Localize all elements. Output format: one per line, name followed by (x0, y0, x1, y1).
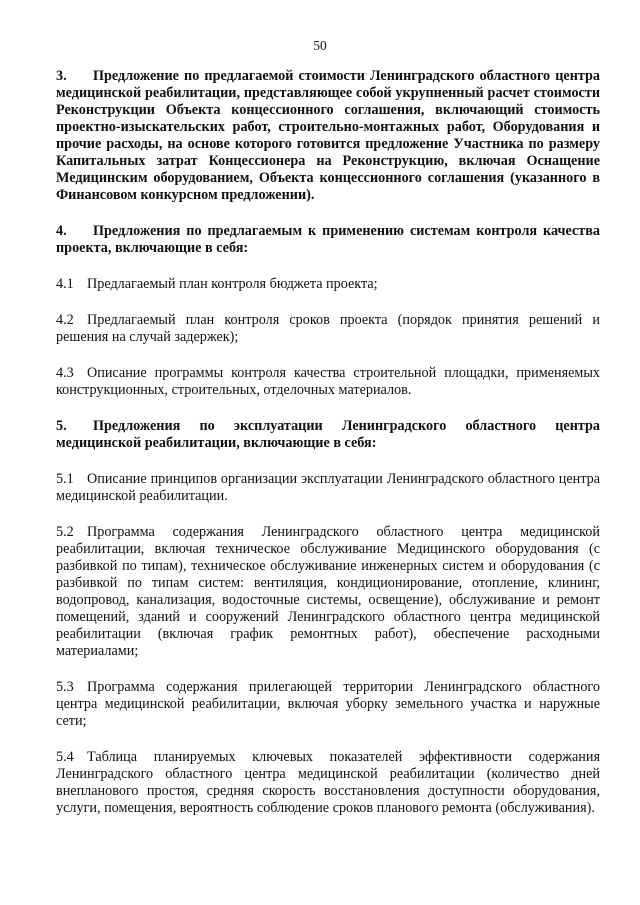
section-5-paragraph (56, 418, 600, 452)
item-5-2-paragraph (56, 524, 600, 660)
item-text: Предлагаемый план контроля сроков проекта (порядок принятия решений и решения на случай задержек); (56, 312, 600, 345)
item-text: Описание принципов организации эксплуатации Ленинградского областного центра медицинской реабилитации. (56, 471, 600, 504)
item-number: 5.4 (56, 749, 74, 765)
item-5-3-paragraph (56, 679, 600, 730)
item-number: 4.2 (56, 312, 74, 328)
item-text: Программа содержания прилегающей территории Ленинградского областного центра медицинской реабилитации, включая уборку земельного участка и наружные сети; (56, 679, 600, 729)
section-text: Предложения по эксплуатации Ленинградского областного центра медицинской реабилитации, включающие в себя: (56, 418, 600, 451)
item-4-1-paragraph (56, 276, 600, 293)
page-number: 50 (313, 38, 327, 53)
item-text: Описание программы контроля качества строительной площадки, применяемых конструкционных, строительных, отделочных материалов. (56, 365, 600, 398)
section-number: 3. (56, 68, 67, 84)
document-body (56, 68, 600, 836)
item-number: 5.3 (56, 679, 74, 695)
item-4-2-paragraph (56, 312, 600, 346)
section-text: Предложения по предлагаемым к применению системам контроля качества проекта, включающие в себя: (56, 223, 600, 256)
section-3-paragraph (56, 68, 600, 204)
section-number: 4. (56, 223, 67, 239)
section-4-paragraph (56, 223, 600, 257)
item-number: 4.1 (56, 276, 74, 292)
item-text: Предлагаемый план контроля бюджета проекта; (87, 276, 378, 292)
section-text: Предложение по предлагаемой стоимости Ленинградского областного центра медицинской реабилитации, представляющее собой укрупненный расчет стоимости Реконструкции Объекта концессионного соглашения, включающий стоимость проектно-изыскательских работ, строительно-монтажных работ, Оборудования и прочие расходы, на основе которого готовится предложение Участника по размеру Капитальных затрат Концессионера на Реконструкцию, включая Оснащение Медицинским оборудованием, Объекта концессионного соглашения (указанного в Финансовом конкурсном предложении). (56, 68, 600, 203)
item-number: 5.1 (56, 471, 74, 487)
section-number: 5. (56, 418, 67, 434)
item-5-4-paragraph (56, 749, 600, 817)
item-5-1-paragraph (56, 471, 600, 505)
item-text: Программа содержания Ленинградского областного центра медицинской реабилитации, включая техническое обслуживание Медицинского оборудования (с разбивкой по типам), техническое обслуживание инженерных систем и оборудования (с разбивкой по типам систем: вентиляция, кондиционирование, отопление, клининг, водопровод, канализация, водосточные системы, освещение), обслуживание и ремонт помещений, зданий и сооружений Ленинградского областного центра медицинской реабилитации (включая график ремонтных работ), обеспечение расходными материалами; (56, 524, 600, 659)
item-number: 5.2 (56, 524, 74, 540)
item-text: Таблица планируемых ключевых показателей эффективности содержания Ленинградского областного центра медицинской реабилитации (количество дней внепланового простоя, средняя скорость восстановления доступности оборудования, услуги, помещения, вероятность соблюдение сроков планового ремонта (обслуживания). (56, 749, 600, 816)
item-4-3-paragraph (56, 365, 600, 399)
item-number: 4.3 (56, 365, 74, 381)
